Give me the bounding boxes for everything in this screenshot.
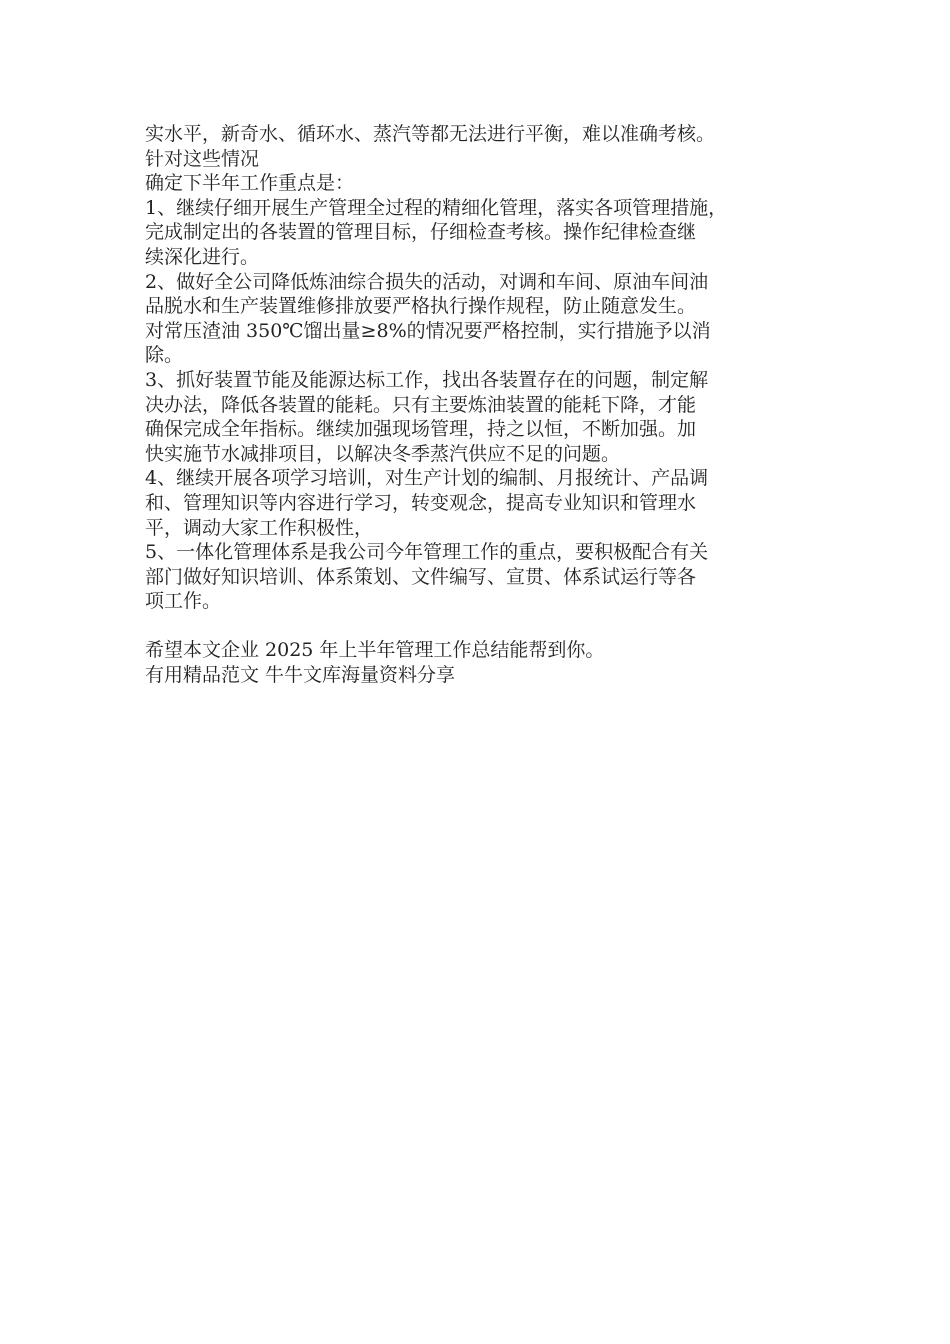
body-line: 实水平，新奇水、循环水、蒸汽等都无法进行平衡，难以准确考核。: [145, 123, 716, 145]
footer-line: 有用精品范文 牛牛文库海量资料分享: [145, 664, 456, 687]
document-body: [145, 122, 835, 688]
item-2-line: 对常压渣油 350℃馏出量≥8%的情况要严格控制，实行措施予以消: [145, 319, 711, 342]
item-5-line: 5、一体化管理体系是我公司今年管理工作的重点，要积极配合有关: [145, 541, 709, 564]
item-1-line: 完成制定出的各装置的管理目标，仔细检查考核。操作纪律检查继: [145, 221, 697, 244]
item-4-line: 平，调动大家工作积极性，: [145, 516, 374, 539]
item-5-line: 部门做好知识培训、体系策划、文件编写、宣贯、体系试运行等各: [145, 565, 697, 588]
item-1-line: 1、继续仔细开展生产管理全过程的精细化管理，落实各项管理措施，: [145, 196, 728, 219]
item-3-line: 确保完成全年指标。继续加强现场管理，持之以恒，不断加强。加: [145, 418, 697, 441]
item-3-line: 3、抓好装置节能及能源达标工作，找出各装置存在的问题，制定解: [145, 368, 709, 391]
item-1-line: 续深化进行。: [145, 245, 260, 268]
paragraph-spacer: [145, 614, 835, 639]
item-3-line: 决办法，降低各装置的能耗。只有主要炼油装置的能耗下降，才能: [145, 393, 697, 416]
item-5-line: 项工作。: [145, 590, 222, 613]
item-3-line: 快实施节水减排项目，以解决冬季蒸汽供应不足的问题。: [145, 442, 621, 465]
body-line: 针对这些情况: [145, 147, 260, 170]
item-4-line: 和、管理知识等内容进行学习，转变观念，提高专业知识和管理水: [145, 491, 697, 514]
item-2-line: 2、做好全公司降低炼油综合损失的活动，对调和车间、原油车间油: [145, 270, 709, 293]
section-heading: 确定下半年工作重点是：: [145, 172, 355, 195]
item-2-line: 品脱水和生产装置维修排放要严格执行操作规程，防止随意发生。: [145, 295, 697, 318]
item-4-line: 4、继续开展各项学习培训，对生产计划的编制、月报统计、产品调: [145, 467, 709, 490]
closing-line: 希望本文企业 2025 年上半年管理工作总结能帮到你。: [145, 639, 605, 662]
item-2-line: 除。: [145, 344, 184, 367]
